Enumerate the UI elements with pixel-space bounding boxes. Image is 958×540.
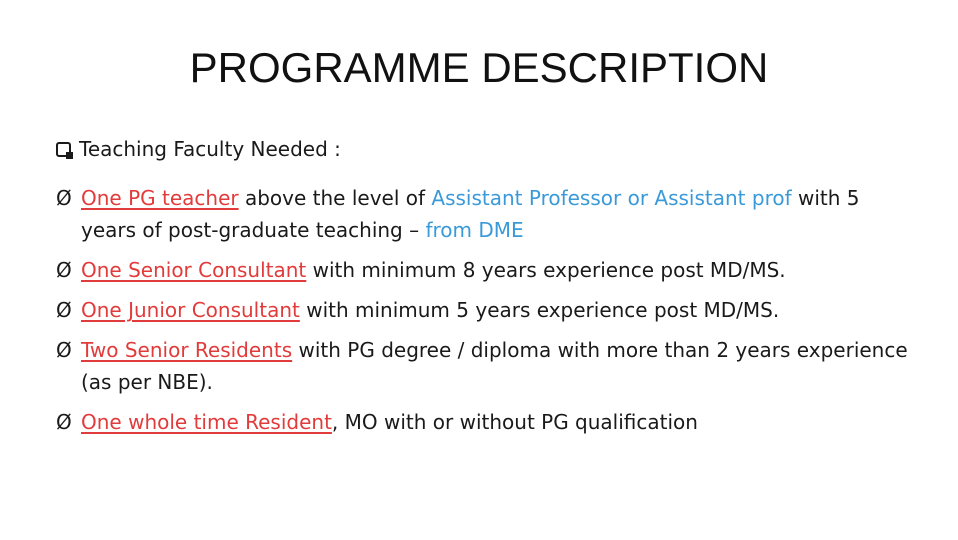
bullet-highlight-blue: Assistant Professor or Assistant prof	[431, 186, 792, 210]
bullet-highlight: One Senior Consultant	[81, 258, 307, 282]
subheading	[56, 134, 341, 164]
list-item	[56, 294, 916, 326]
bullet-text: above the level of	[238, 186, 432, 210]
arrow-bullet-icon: Ø	[56, 298, 72, 322]
arrow-bullet-icon: Ø	[56, 338, 72, 362]
list-item	[56, 406, 916, 438]
bullet-highlight: One whole time Resident	[81, 410, 332, 434]
list-item	[56, 254, 916, 286]
bullet-highlight: Two Senior Residents	[81, 338, 293, 362]
arrow-bullet-icon: Ø	[56, 186, 72, 210]
list-item	[56, 334, 916, 398]
arrow-bullet-icon: Ø	[56, 258, 72, 282]
bullet-text: with minimum 5 years experience post MD/MS.	[299, 298, 780, 322]
bullet-text: with 5 years of post-graduate teaching –	[81, 186, 860, 242]
bullet-list	[56, 182, 916, 446]
page-title: PROGRAMME DESCRIPTION	[189, 44, 769, 91]
bullet-text: , MO with or without PG qualification	[331, 410, 698, 434]
checkbox-bullet-icon	[56, 142, 71, 157]
list-item	[56, 182, 916, 246]
bullet-highlight-blue: from DME	[425, 218, 524, 242]
subheading-text: Teaching Faculty Needed :	[79, 137, 341, 161]
bullet-text: with PG degree / diploma with more than 2 years experience (as per NBE).	[81, 338, 908, 394]
bullet-highlight: One PG teacher	[81, 186, 239, 210]
arrow-bullet-icon: Ø	[56, 410, 72, 434]
bullet-text: with minimum 8 years experience post MD/MS.	[306, 258, 786, 282]
bullet-highlight: One Junior Consultant	[81, 298, 300, 322]
